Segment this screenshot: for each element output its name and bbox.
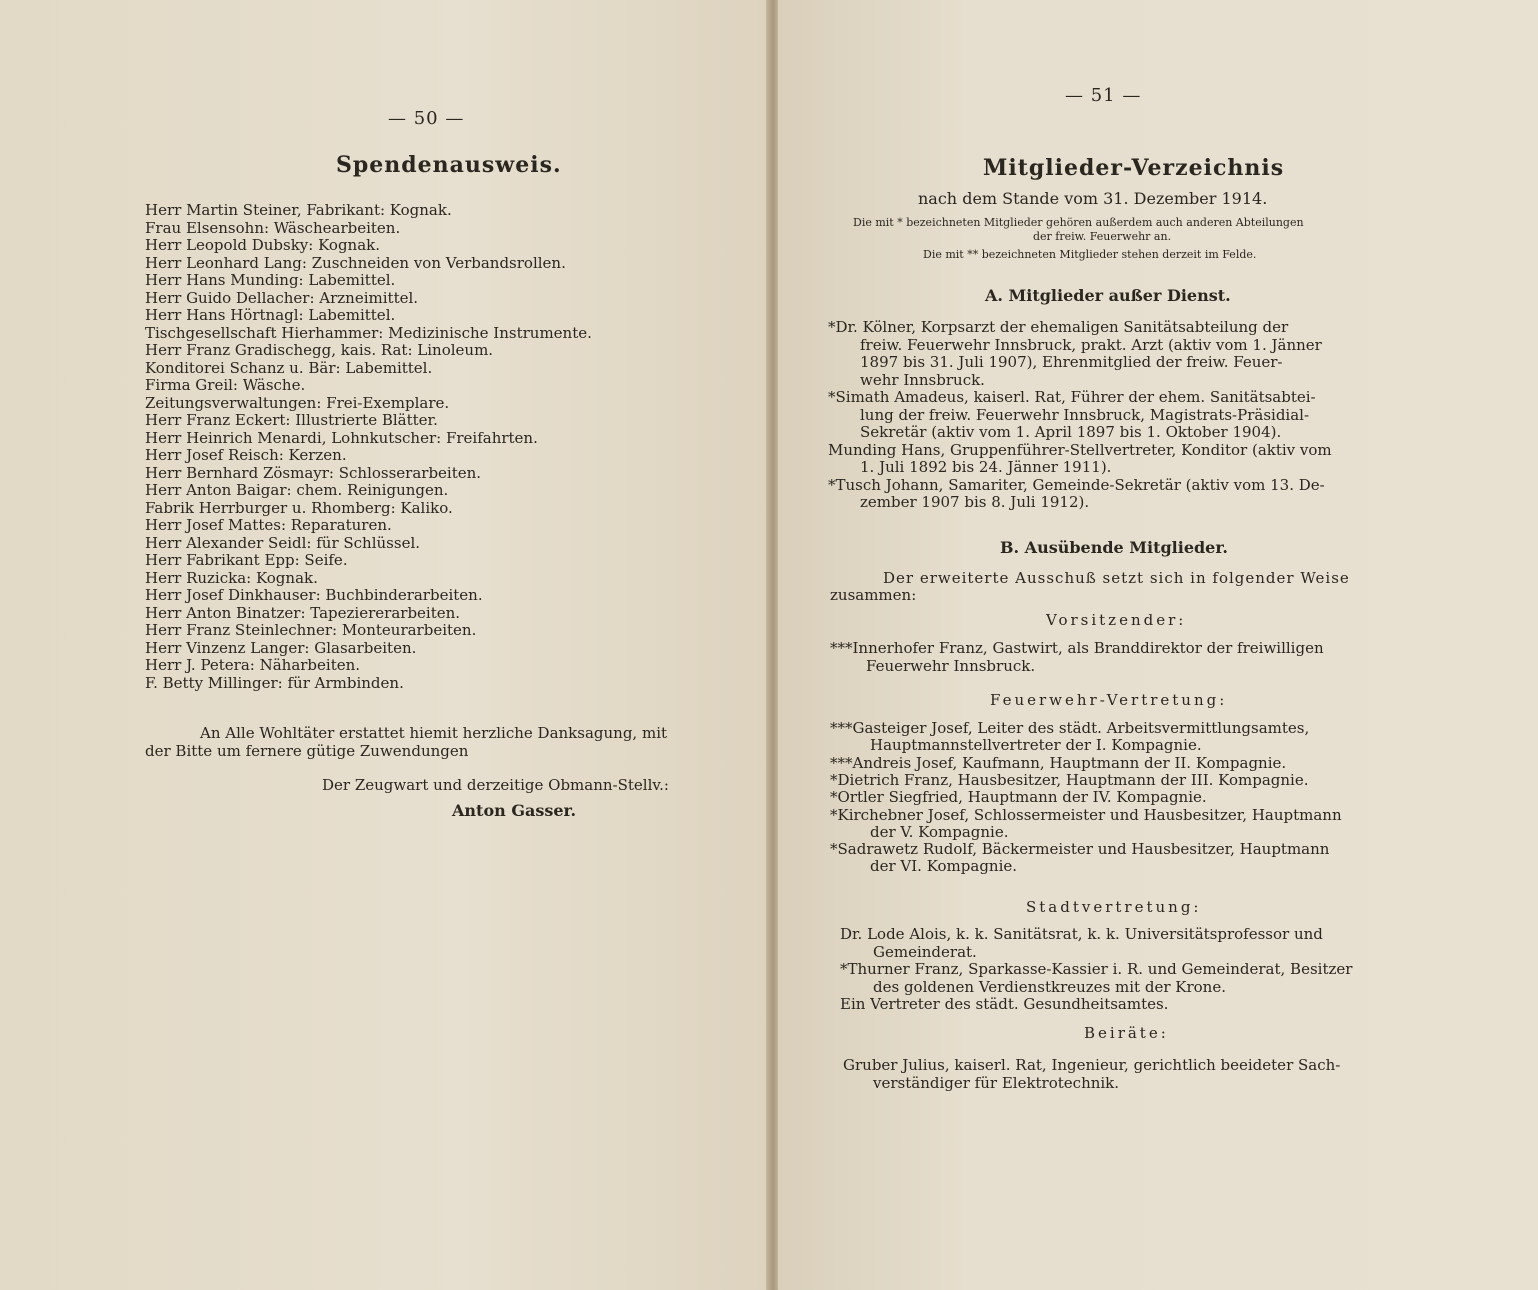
list-item: Fabrik Herrburger u. Rhomberg: Kaliko. xyxy=(145,498,453,517)
list-item: Firma Greil: Wäsche. xyxy=(145,376,306,394)
left-page xyxy=(0,0,768,1290)
list-item: Konditorei Schanz u. Bär: Labemittel. xyxy=(145,358,433,377)
list-item: Herr Franz Steinlechner: Monteurarbeiten. xyxy=(145,621,477,639)
section-heading: A. Mitglieder außer Dienst. xyxy=(985,286,1231,305)
list-item: *Simath Amadeus, kaiserl. Rat, Führer der ehem. Sanitätsabtei- xyxy=(828,388,1316,406)
list-item: Herr Josef Dinkhauser: Buchbinderarbeiten. xyxy=(145,586,483,604)
list-item: Herr Hans Munding: Labemittel. xyxy=(145,271,396,289)
list-item: Herr Ruzicka: Kognak. xyxy=(145,568,318,587)
list-item: der V. Kompagnie. xyxy=(870,822,1009,841)
group-heading: Stadtvertretung: xyxy=(1026,898,1202,916)
list-item: Munding Hans, Gruppenführer-Stellvertreter, Konditor (aktiv vom xyxy=(828,440,1332,459)
list-item: Dr. Lode Alois, k. k. Sanitätsrat, k. k. Universitätsprofessor und xyxy=(840,925,1323,943)
list-item: ***Andreis Josef, Kaufmann, Hauptmann der II. Kompagnie. xyxy=(830,753,1287,772)
list-item: zember 1907 bis 8. Juli 1912). xyxy=(860,493,1090,511)
list-item: ***Innerhofer Franz, Gastwirt, als Branddirektor der freiwilligen xyxy=(830,639,1324,657)
page-subtitle: nach dem Stande vom 31. Dezember 1914. xyxy=(918,189,1268,208)
list-item: Ein Vertreter des städt. Gesundheitsamtes. xyxy=(840,995,1169,1013)
intro-line: Der erweiterte Ausschuß setzt sich in folgender Weise xyxy=(883,569,1350,587)
list-item: Frau Elsensohn: Wäschearbeiten. xyxy=(145,218,401,237)
list-item: Herr Guido Dellacher: Arzneimittel. xyxy=(145,288,419,307)
list-item: 1. Juli 1892 bis 24. Jänner 1911). xyxy=(860,458,1112,476)
list-item: Zeitungsverwaltungen: Frei-Exemplare. xyxy=(145,393,450,412)
list-item: Feuerwehr Innsbruck. xyxy=(866,657,1036,675)
list-item: Sekretär (aktiv vom 1. April 1897 bis 1. Oktober 1904). xyxy=(860,423,1282,441)
page-title: Spendenausweis. xyxy=(336,152,562,178)
list-item: Herr Josef Reisch: Kerzen. xyxy=(145,446,347,464)
page-number: — 51 — xyxy=(1065,85,1142,106)
list-item: ***Gasteiger Josef, Leiter des städt. Arbeitsvermittlungsamtes, xyxy=(830,719,1310,737)
thanks-line: An Alle Wohltäter erstattet hiemit herzliche Danksagung, mit xyxy=(200,724,668,742)
signature: Anton Gasser. xyxy=(452,801,577,820)
list-item: *Kirchebner Josef, Schlossermeister und Hausbesitzer, Hauptmann xyxy=(830,805,1342,824)
page-number: — 50 — xyxy=(388,108,465,129)
group-heading: Feuerwehr-Vertretung: xyxy=(990,691,1228,709)
footnote: Die mit * bezeichneten Mitglieder gehören außerdem auch anderen Abteilungen xyxy=(853,216,1304,229)
list-item: Tischgesellschaft Hierhammer: Medizinische Instrumente. xyxy=(145,323,592,342)
list-item: Herr Martin Steiner, Fabrikant: Kognak. xyxy=(145,201,452,219)
list-item: Herr Leonhard Lang: Zuschneiden von Verbandsrollen. xyxy=(145,253,566,272)
list-item: Herr Franz Gradischegg, kais. Rat: Linoleum. xyxy=(145,341,494,359)
list-item: Herr Heinrich Menardi, Lohnkutscher: Freifahrten. xyxy=(145,428,538,447)
list-item: Herr Alexander Seidl: für Schlüssel. xyxy=(145,533,421,552)
footnote: der freiw. Feuerwehr an. xyxy=(1033,230,1172,243)
list-item: Gruber Julius, kaiserl. Rat, Ingenieur, gerichtlich beeideter Sach- xyxy=(843,1056,1341,1074)
list-item: des goldenen Verdienstkreuzes mit der Krone. xyxy=(873,977,1226,996)
list-item: Herr Anton Binatzer: Tapeziererarbeiten. xyxy=(145,603,461,622)
group-heading: Vorsitzender: xyxy=(1046,611,1187,629)
list-item: *Tusch Johann, Samariter, Gemeinde-Sekretär (aktiv vom 13. De- xyxy=(828,475,1325,494)
list-item: F. Betty Millinger: für Armbinden. xyxy=(145,673,404,692)
list-item: verständiger für Elektrotechnik. xyxy=(873,1073,1120,1092)
list-item: Herr Anton Baigar: chem. Reinigungen. xyxy=(145,481,449,499)
list-item: Gemeinderat. xyxy=(873,942,977,961)
list-item: *Dietrich Franz, Hausbesitzer, Hauptmann der III. Kompagnie. xyxy=(830,770,1309,789)
thanks-line: der Bitte um fernere gütige Zuwendungen xyxy=(145,742,469,760)
list-item: *Sadrawetz Rudolf, Bäckermeister und Hausbesitzer, Hauptmann xyxy=(830,840,1330,859)
list-item: wehr Innsbruck. xyxy=(860,370,985,389)
list-item: *Thurner Franz, Sparkasse-Kassier i. R. und Gemeinderat, Besitzer xyxy=(840,960,1353,978)
list-item: Herr Hans Hörtnagl: Labemittel. xyxy=(145,306,396,324)
group-heading: Beiräte: xyxy=(1084,1024,1169,1042)
list-item: Hauptmannstellvertreter der I. Kompagnie. xyxy=(870,736,1202,755)
list-item: freiw. Feuerwehr Innsbruck, prakt. Arzt (aktiv vom 1. Jänner xyxy=(860,335,1322,354)
list-item: Herr Josef Mattes: Reparaturen. xyxy=(145,516,392,534)
footnote: Die mit ** bezeichneten Mitglieder stehen derzeit im Felde. xyxy=(923,248,1257,261)
intro-line: zusammen: xyxy=(830,586,917,604)
list-item: *Dr. Kölner, Korpsarzt der ehemaligen Sanitätsabteilung der xyxy=(828,318,1289,336)
section-heading: B. Ausübende Mitglieder. xyxy=(1000,538,1228,557)
list-item: 1897 bis 31. Juli 1907), Ehrenmitglied der freiw. Feuer- xyxy=(860,353,1283,371)
page-title: Mitglieder-Verzeichnis xyxy=(983,155,1285,181)
list-item: der VI. Kompagnie. xyxy=(870,857,1018,876)
list-item: lung der freiw. Feuerwehr Innsbruck, Magistrats-Präsidial- xyxy=(860,405,1310,424)
list-item: Herr Vinzenz Langer: Glasarbeiten. xyxy=(145,638,417,657)
list-item: Herr Franz Eckert: Illustrierte Blätter. xyxy=(145,411,438,429)
signer-role: Der Zeugwart und derzeitige Obmann-Stellv.: xyxy=(322,776,669,794)
list-item: *Ortler Siegfried, Hauptmann der IV. Kompagnie. xyxy=(830,788,1207,807)
list-item: Herr J. Petera: Näharbeiten. xyxy=(145,656,361,674)
right-page xyxy=(778,0,1538,1290)
list-item: Herr Fabrikant Epp: Seife. xyxy=(145,551,348,569)
list-item: Herr Bernhard Zösmayr: Schlosserarbeiten. xyxy=(145,463,482,482)
list-item: Herr Leopold Dubsky: Kognak. xyxy=(145,236,381,254)
